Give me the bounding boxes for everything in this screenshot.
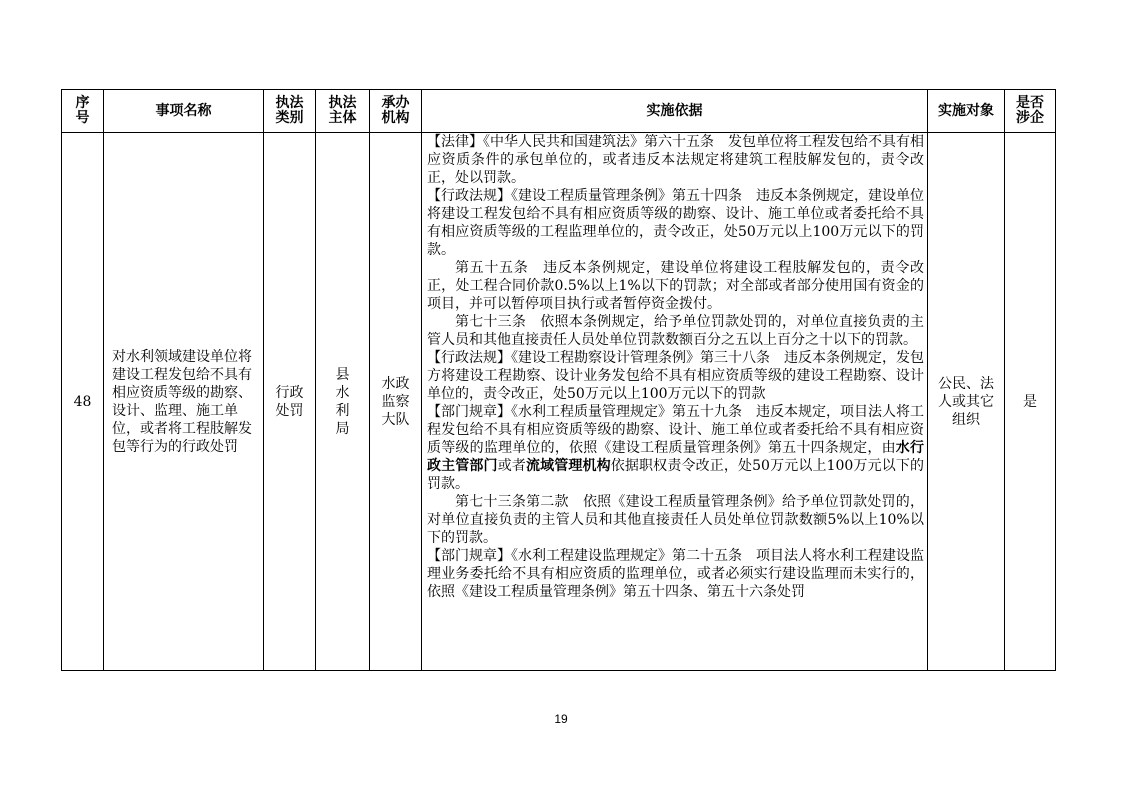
enforcement-table <box>61 89 1056 671</box>
basis-paragraph: 【行政法规】《建设工程勘察设计管理条例》第三十八条 违反本条例规定，发包方将建设工程勘察、设计业务发包给不具有相应资质等级的建设工程勘察、设计单位的，责令改正，处50万元以上100万元以下的罚款 <box>427 350 924 402</box>
header-subject: 执法主体 <box>316 90 370 133</box>
header-name: 事项名称 <box>104 90 264 133</box>
basis-paragraph: 第七十三条第二款 依照《建设工程质量管理条例》给予单位罚款处罚的，对单位直接负责的主管人员和其他直接责任人员处单位罚款数额5%以上10%以下的罚款。 <box>427 494 924 546</box>
basis-paragraph-regulation <box>427 403 924 493</box>
basis-text-bracket: 【 <box>427 404 441 420</box>
basis-paragraph: 【部门规章】《水利工程建设监理规定》第二十五条 项目法人将水利工程建设监理业务委托给不具有相应资质的监理单位，或者必须实行建设监理而未实行的，依照《建设工程质量管理条例》第五十四条、第五十六条处罚 <box>427 548 924 600</box>
basis-paragraph: 第五十五条 违反本条例规定，建设单位将建设工程肢解发包的，责令改正，处工程合同价款0.5%以上1%以下的罚款；对全部或者部分使用国有资金的项目，并可以暂停项目执行或者暂停资金拨付。 <box>427 260 924 312</box>
cell-type: 行政处罚 <box>264 133 316 671</box>
cell-subject: 县水利局 <box>316 133 370 671</box>
header-basis: 实施依据 <box>422 90 928 133</box>
basis-paragraph: 【行政法规】《建设工程质量管理条例》第五十四条 违反本条例规定，建设单位将建设工程发包给不具有相应资质等级的勘察、设计、施工单位或者委托给不具有相应资质等级的工程监理单位的，责令改正，处50万元以上100万元以下的罚款。 <box>427 188 924 258</box>
cell-basis <box>422 133 928 671</box>
basis-text: 依据职权责令改正，处50万元以上100万元以下的罚款。 <box>427 458 925 492</box>
header-seq: 序号 <box>62 90 104 133</box>
header-type: 执法类别 <box>264 90 316 133</box>
cell-name: 对水利领域建设单位将建设工程发包给不具有相应资质等级的勘察、设计、监理、施工单位，或者将工程肢解发包等行为的行政处罚 <box>104 133 264 671</box>
cell-enterprise: 是 <box>1005 133 1056 671</box>
cell-org: 水政监察大队 <box>370 133 422 671</box>
basis-text: 或者 <box>497 458 526 474</box>
page-number: 19 <box>554 712 568 726</box>
header-org: 承办机构 <box>370 90 422 133</box>
header-row <box>62 90 1056 133</box>
header-enterprise: 是否涉企 <box>1005 90 1056 133</box>
cell-seq: 48 <box>62 133 104 671</box>
basis-bold-authority: 水行政主管部门 <box>427 440 925 474</box>
table-row <box>62 133 1056 671</box>
basis-paragraph: 第七十三条 依照本条例规定，给予单位罚款处罚的，对单位直接负责的主管人员和其他直接责任人员处单位罚款数额百分之五以上百分之十以下的罚款。 <box>427 314 924 348</box>
basis-text: 部门规章】《水利工程质量管理规定》第五十九条 违反本规定，项目法人将工程发包给不具有相应资质等级的勘察、设计、施工单位或者委托给不具有相应资质等级的监理单位的，依照《建设工程质量管理条例》第五十四条规定，由 <box>427 404 924 456</box>
header-target: 实施对象 <box>928 90 1005 133</box>
cell-target: 公民、法人或其它组织 <box>928 133 1005 671</box>
basis-bold-agency: 流域管理机构 <box>525 458 611 474</box>
basis-paragraph: 【法律】《中华人民共和国建筑法》第六十五条 发包单位将工程发包给不具有相应资质条件的承包单位的，或者违反本法规定将建筑工程肢解发包的，责令改正，处以罚款。 <box>427 134 924 186</box>
